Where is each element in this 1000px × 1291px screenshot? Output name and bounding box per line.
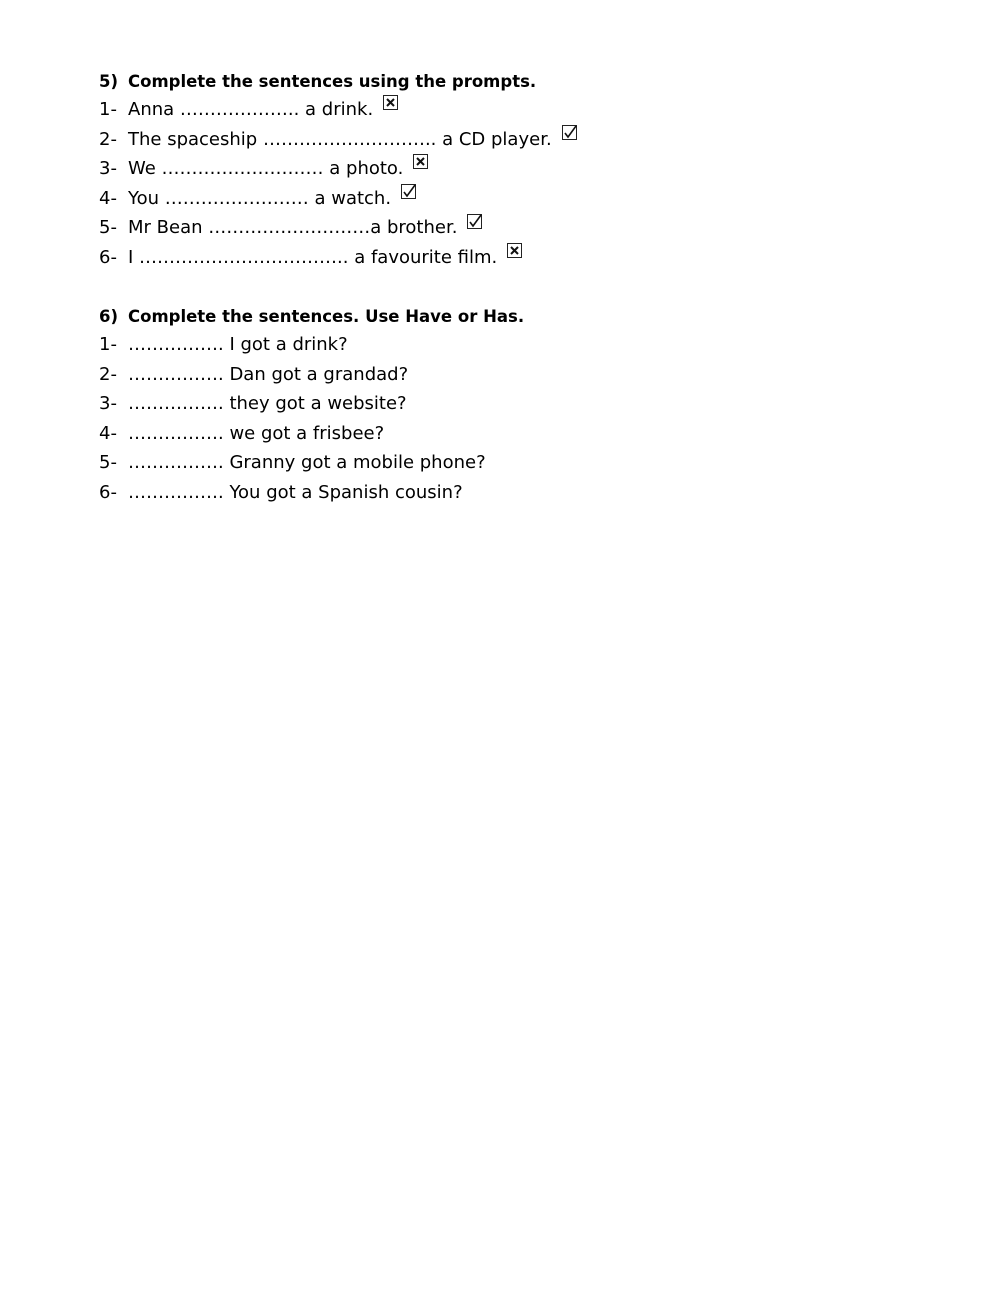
item-number: 1- [99, 334, 117, 355]
item-number: 6- [99, 246, 117, 268]
exercise-6 [99, 304, 524, 508]
sentence-text: Anna ……………….. a drink. [128, 99, 374, 120]
item-number: 4- [99, 422, 117, 444]
sentence-text: ……………. Granny got a mobile phone? [128, 452, 486, 474]
sentence-text: ……………. they got a website? [128, 393, 407, 415]
list-item [99, 360, 524, 390]
sentence-text: The spaceship ……………………….. a CD player. [128, 128, 552, 150]
list-item [99, 419, 524, 449]
sentence-text: You …………………… a watch. [128, 187, 392, 209]
cross-box-icon [413, 154, 428, 169]
list-item [99, 243, 577, 273]
sentence-text: ……………. we got a frisbee? [128, 422, 385, 444]
sentence-text: We ……………………… a photo. [128, 158, 404, 180]
list-item [99, 213, 577, 243]
exercise-title: Complete the sentences. Use Have or Has. [128, 307, 525, 326]
item-number: 2- [99, 363, 117, 385]
list-item [99, 389, 524, 419]
list-item [99, 95, 577, 125]
check-box-icon [562, 125, 577, 140]
exercise-6-heading [99, 304, 524, 330]
list-item [99, 154, 577, 184]
list-item [99, 330, 524, 360]
exercise-number: 6) [99, 307, 119, 326]
item-number: 3- [99, 158, 117, 180]
item-number: 4- [99, 187, 117, 209]
check-box-icon [467, 214, 482, 229]
sentence-text: I …………………………….. a favourite film. [128, 246, 498, 268]
item-number: 1- [99, 99, 117, 120]
exercise-title: Complete the sentences using the prompts. [128, 72, 537, 91]
item-number: 3- [99, 393, 117, 415]
item-number: 6- [99, 481, 117, 503]
item-number: 5- [99, 217, 117, 239]
cross-box-icon [507, 243, 522, 258]
list-item [99, 448, 524, 478]
sentence-text: ……………. You got a Spanish cousin? [128, 481, 463, 503]
sentence-text: Mr Bean ………………………a brother. [128, 217, 458, 239]
list-item [99, 184, 577, 214]
sentence-text: ……………. Dan got a grandad? [128, 363, 409, 385]
cross-box-icon [383, 95, 398, 110]
item-number: 5- [99, 452, 117, 474]
list-item [99, 478, 524, 508]
exercise-5 [99, 69, 577, 273]
exercise-5-heading [99, 69, 577, 95]
sentence-text: ……………. I got a drink? [128, 334, 348, 355]
list-item [99, 125, 577, 155]
item-number: 2- [99, 128, 117, 150]
exercise-number: 5) [99, 72, 119, 91]
check-box-icon [401, 184, 416, 199]
